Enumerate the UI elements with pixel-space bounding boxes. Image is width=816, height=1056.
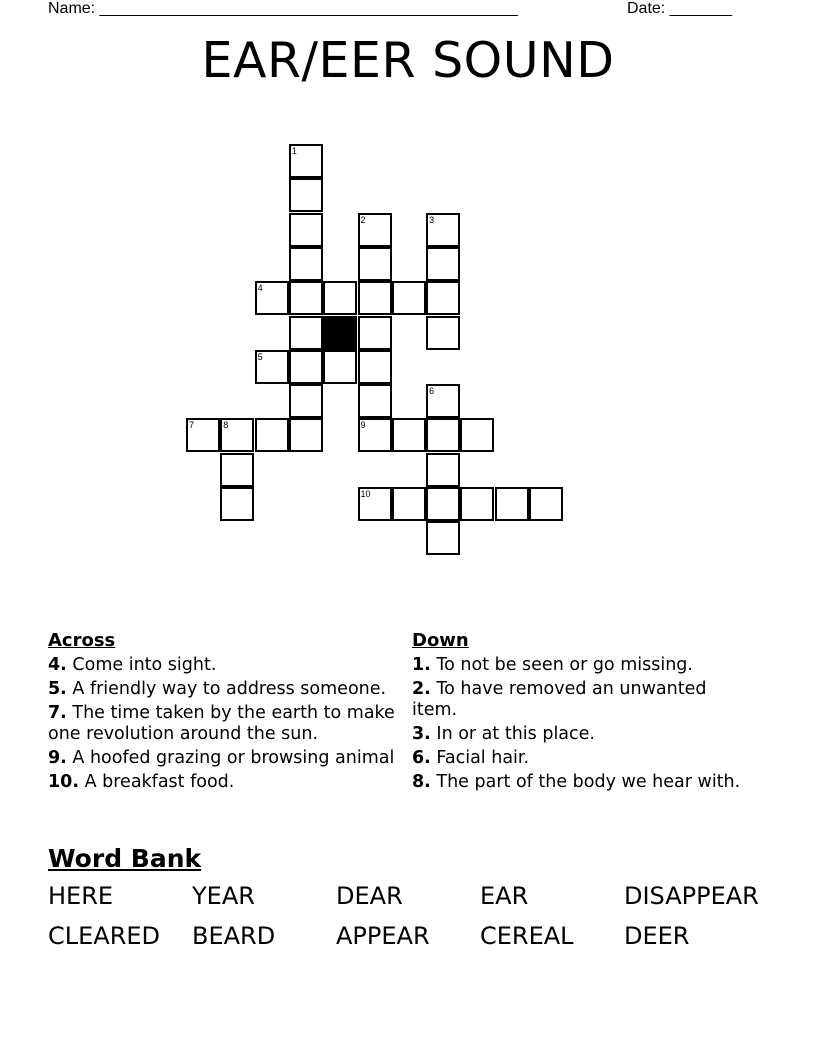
clue-number: 2 — [360, 214, 366, 225]
grid-cell[interactable] — [289, 350, 323, 384]
clue-number: 1 — [291, 146, 297, 156]
grid-cell[interactable] — [289, 247, 323, 281]
clue-number: 5 — [257, 351, 263, 362]
page-title: EAR/EER SOUND — [201, 32, 615, 89]
grid-cell[interactable] — [426, 213, 460, 247]
name-field-label: Name: _______________________________________________ — [48, 0, 518, 17]
word-bank-item: APPEAR — [336, 922, 430, 950]
grid-cell[interactable] — [255, 281, 289, 315]
clue-number: 9 — [360, 420, 366, 431]
grid-cell[interactable] — [358, 316, 392, 350]
grid-cell[interactable] — [392, 418, 426, 452]
grid-cell[interactable] — [358, 487, 392, 521]
down-heading: Down — [412, 630, 469, 651]
grid-cell[interactable] — [186, 418, 220, 452]
grid-cell[interactable] — [426, 316, 460, 350]
clue-down-1: 1. To not be seen or go missing. — [412, 655, 693, 675]
word-bank-title: Word Bank — [48, 844, 202, 873]
word-bank-item: CEREAL — [480, 922, 574, 950]
grid-cell[interactable] — [460, 418, 494, 452]
grid-cell[interactable] — [220, 418, 254, 452]
grid-cell[interactable] — [255, 418, 289, 452]
word-bank-item: EAR — [480, 882, 529, 910]
grid-cell[interactable] — [529, 487, 563, 521]
grid-cell[interactable] — [289, 178, 323, 212]
grid-cell[interactable] — [426, 521, 460, 555]
grid-cell[interactable] — [289, 418, 323, 452]
grid-cell[interactable] — [358, 281, 392, 315]
grid-cell[interactable] — [358, 213, 392, 247]
grid-cell[interactable] — [255, 350, 289, 384]
grid-cell[interactable] — [289, 281, 323, 315]
grid-cell[interactable] — [289, 213, 323, 247]
clue-down-2: 2. To have removed an unwanted item. — [412, 679, 707, 720]
grid-cell[interactable] — [392, 487, 426, 521]
across-clues — [48, 630, 398, 796]
grid-cell[interactable] — [426, 384, 460, 418]
clue-across-4: 4. Come into sight. — [48, 655, 217, 675]
clue-across-10: 10. A breakfast food. — [48, 772, 235, 792]
across-heading: Across — [48, 630, 116, 651]
word-bank-item: YEAR — [192, 882, 255, 910]
word-bank-item: BEARD — [192, 922, 276, 950]
grid-cell[interactable] — [495, 487, 529, 521]
clue-down-3: 3. In or at this place. — [412, 724, 595, 744]
grid-cell[interactable] — [358, 418, 392, 452]
grid-cell[interactable] — [426, 453, 460, 487]
grid-cell[interactable] — [220, 487, 254, 521]
grid-cell[interactable] — [358, 350, 392, 384]
black-square — [323, 316, 357, 350]
word-bank-item: DEAR — [336, 882, 403, 910]
grid-cell[interactable] — [426, 487, 460, 521]
clue-number: 8 — [223, 420, 229, 431]
grid-cell[interactable] — [426, 247, 460, 281]
clue-number: 6 — [429, 386, 435, 397]
grid-cell[interactable] — [323, 281, 357, 315]
grid-cell[interactable] — [426, 418, 460, 452]
clue-across-7: 7. The time taken by the earth to make one revolution around the sun. — [48, 703, 395, 744]
grid-cell[interactable] — [289, 384, 323, 418]
word-bank-item: DISAPPEAR — [624, 882, 759, 910]
grid-cell[interactable] — [289, 316, 323, 350]
clue-down-6: 6. Facial hair. — [412, 748, 530, 768]
word-bank-item: CLEARED — [48, 922, 161, 950]
word-bank — [48, 882, 768, 950]
grid-cell[interactable] — [323, 350, 357, 384]
grid-cell[interactable] — [289, 144, 323, 178]
grid-cell[interactable] — [460, 487, 494, 521]
clue-number: 7 — [189, 420, 195, 431]
grid-cell[interactable] — [426, 281, 460, 315]
grid-cell[interactable] — [358, 247, 392, 281]
grid-cell[interactable] — [392, 281, 426, 315]
clue-number: 10 — [360, 489, 371, 499]
grid-cell[interactable] — [220, 453, 254, 487]
clue-down-8: 8. The part of the body we hear with. — [412, 772, 741, 792]
clue-number: 3 — [429, 214, 435, 225]
grid-cell[interactable] — [358, 384, 392, 418]
date-field-label: Date: _______ — [627, 0, 732, 17]
clue-across-5: 5. A friendly way to address someone. — [48, 679, 387, 699]
down-clues — [412, 630, 752, 796]
clue-across-9: 9. A hoofed grazing or browsing animal — [48, 748, 395, 768]
clue-number: 4 — [257, 283, 263, 294]
word-bank-item: DEER — [624, 922, 690, 950]
word-bank-item: HERE — [48, 882, 114, 910]
